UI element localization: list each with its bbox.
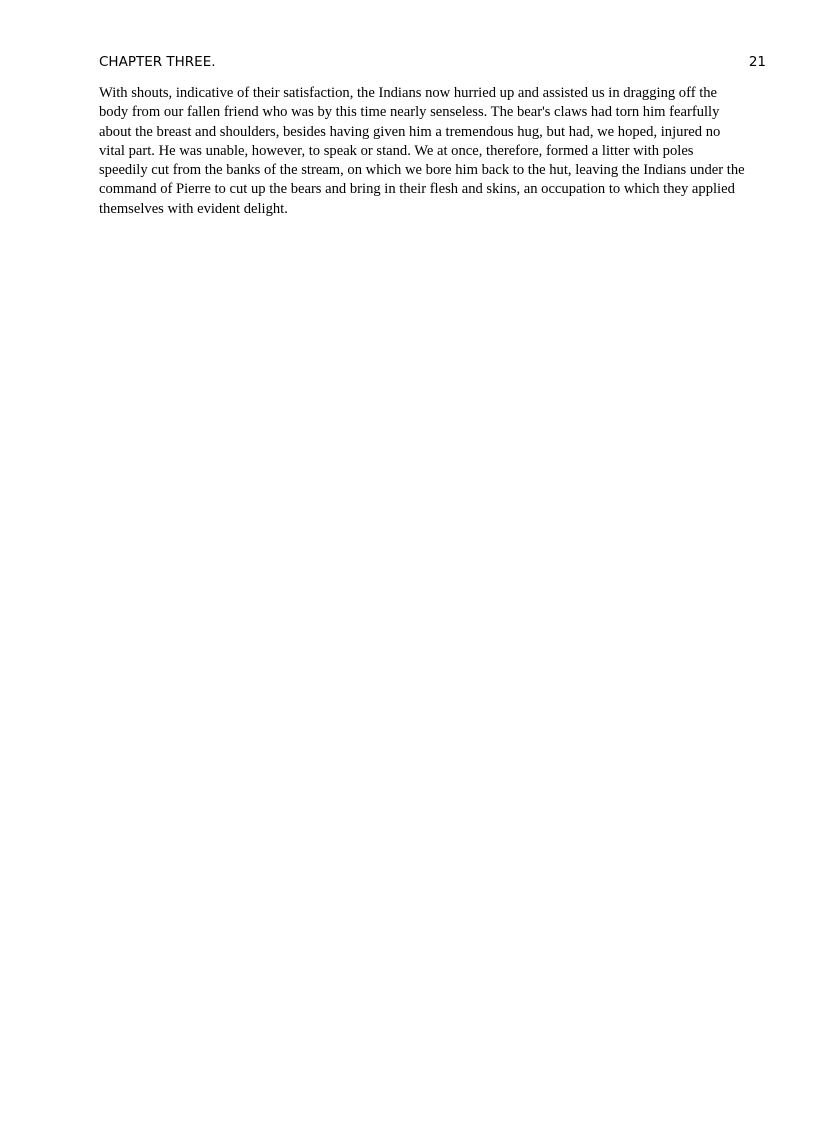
paragraph-line: speedily cut from the banks of the stream, on which we bore him back to the hut, leaving the Indians under the xyxy=(99,162,745,179)
paragraph-line: body from our fallen friend who was by this time nearly senseless. The bear's claws had torn him fearfully xyxy=(99,104,720,121)
running-header xyxy=(99,53,766,71)
paragraph-line: With shouts, indicative of their satisfaction, the Indians now hurried up and assisted us in dragging off the xyxy=(99,85,718,101)
page-number: 21 xyxy=(748,54,766,70)
paragraph-line: command of Pierre to cut up the bears and bring in their flesh and skins, an occupation to which they applied xyxy=(99,181,735,198)
chapter-title: CHAPTER THREE. xyxy=(99,54,216,70)
paragraph-line: about the breast and shoulders, besides having given him a tremendous hug, but had, we hoped, injured no xyxy=(99,123,721,140)
body-paragraph xyxy=(99,84,771,219)
paragraph-line: themselves with evident delight. xyxy=(99,200,288,217)
paragraph-line: vital part. He was unable, however, to speak or stand. We at once, therefore, formed a litter with poles xyxy=(99,142,694,159)
